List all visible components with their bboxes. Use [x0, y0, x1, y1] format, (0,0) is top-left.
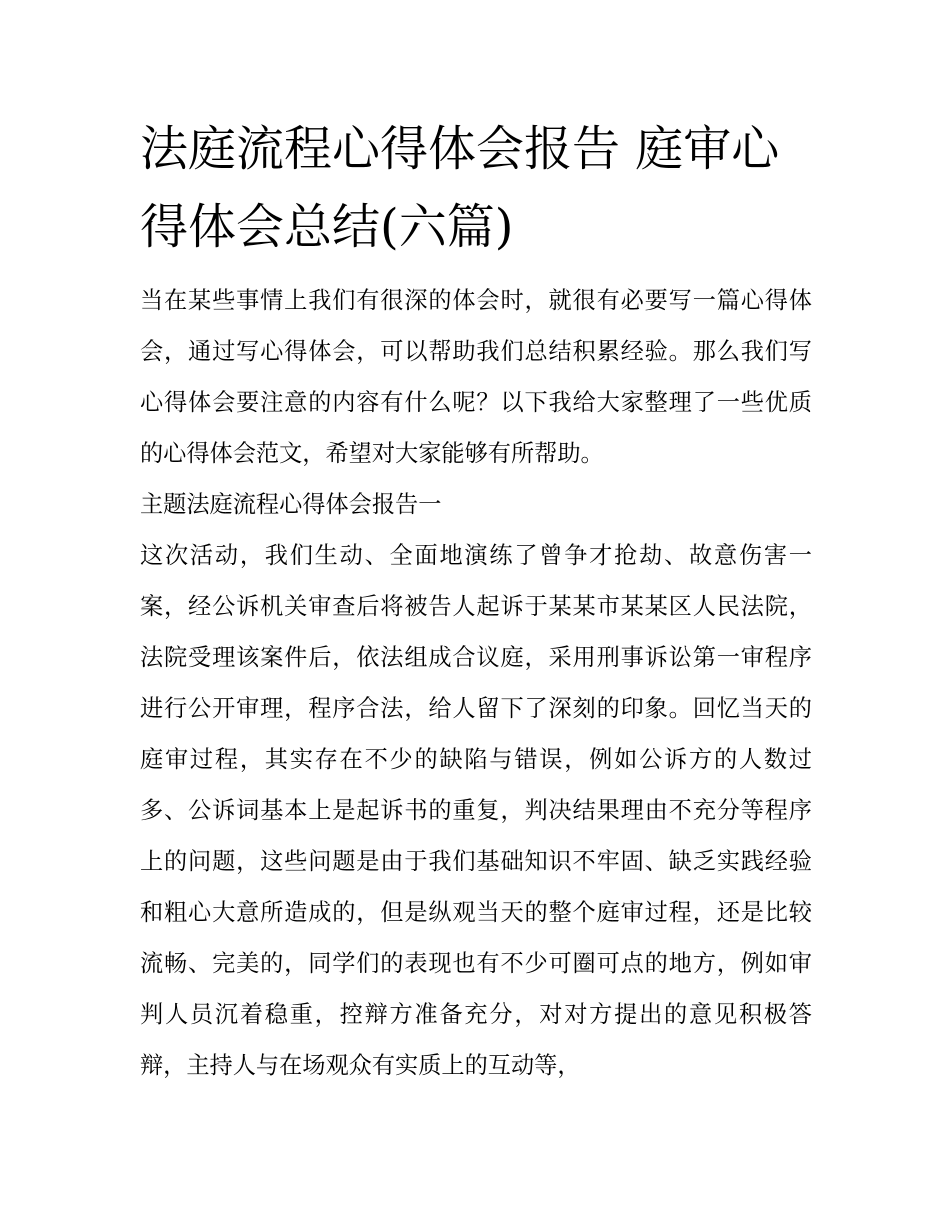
section-heading: 主题法庭流程心得体会报告一 — [140, 491, 442, 518]
intro-paragraph: 当在某些事情上我们有很深的体会时，就很有必要写一篇心得体会，通过写心得体会，可以帮助我们总结积累经验。那么我们写心得体会要注意的内容有什么呢？以下我给大家整理了一些优质的心得体会范文，希望对大家能够有所帮助。 — [140, 287, 812, 467]
document-body — [140, 275, 812, 1091]
document-title: 法庭流程心得体会报告 庭审心得体会总结(六篇) — [140, 121, 780, 255]
section-paragraph: 这次活动，我们生动、全面地演练了曾争才抢劫、故意伤害一案，经公诉机关审查后将被告人起诉于某某市某某区人民法院，法院受理该案件后，依法组成合议庭，采用刑事诉讼第一审程序进行公开审理，程序合法，给人留下了深刻的印象。回忆当天的庭审过程，其实存在不少的缺陷与错误，例如公诉方的人数过多、公诉词基本上是起诉书的重复，判决结果理由不充分等程序上的问题，这些问题是由于我们基础知识不牢固、缺乏实践经验和粗心大意所造成的，但是纵观当天的整个庭审过程，还是比较流畅、完美的，同学们的表现也有不少可圈可点的地方，例如审判人员沉着稳重，控辩方准备充分，对对方提出的意见积极答辩，主持人与在场观众有实质上的互动等， — [140, 542, 812, 1079]
